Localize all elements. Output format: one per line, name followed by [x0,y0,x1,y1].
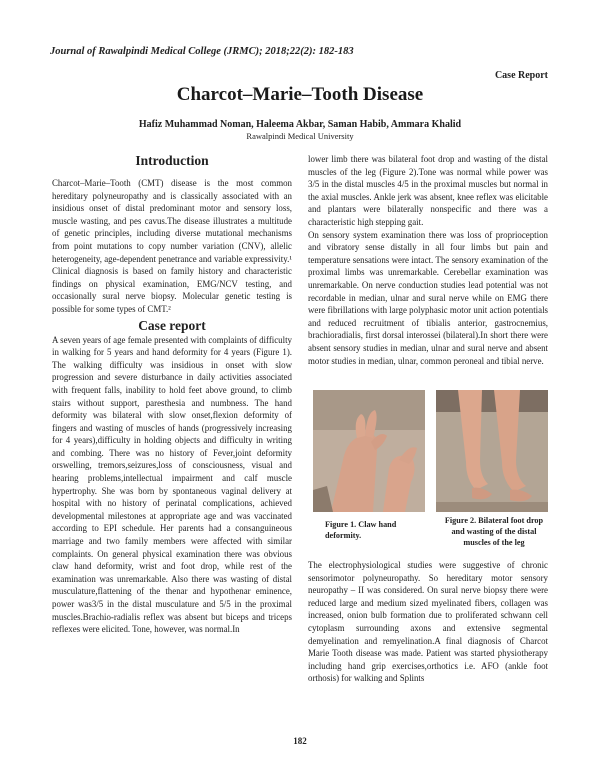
figure-2-caption: Figure 2. Bilateral foot drop and wasting of the distal muscles of the leg [444,516,544,547]
case-paragraph: A seven years of age female presented with complaints of difficulty in walking for 5 years and hand deformity for 4 years (Figure 1). The walking difficulty was insidious in onset with slow progression and severe disturbance in daily activities associated with frequent falls, inability to hold feet above ground, to climb stairs without support, paresthesia and numbness. The hand deformity was bilateral with slow onset,flexion deformity of fingers and wasting of muscles of hands (progressively increasing for 4 years),difficulty in holding objects and difficulty in writing and combing. There was no history of Fever,joint deformity orswelling, tremors,seizures,loss of consciousness, visual and hearing problems,intellectual impairment and calf muscle hypertrophy. She was born by spontaneous vaginal delivery at hospital with no history of perinatal complications, achieved developmental milestones at appropriate age and was vaccinated according to EPI schedule. Her parents had a consanguineous marriage and two family members were affected with similar complaints. On general physical examination there was obvious claw hand deformity, wrist and foot drop, while rest of the examination was unremarkable. Also there was wasting of distal musculature,flattening of the thenar and hypothenar eminence, power was3/5 in the distal musculature and 5/5 in the proximal muscles.Brachio-radialis reflex was absent but biceps and triceps reflexes were elicited. Tone, however, was normal.In [52,334,292,635]
intro-paragraph: Charcot–Marie–Tooth (CMT) disease is the most common hereditary polyneuropathy and is classically associated with an insidious onset of distal predominant motor and sensory loss, muscle wasting, and pes cavus.The disease illustrates a multitude of genetic principles, including diverse mutational mechanisms from point mutations to copy number variation (CNV), allelic heterogeneity, age-dependent penetrance and variable expressivity.¹ Clinical diagnosis is based on family history and characteristic findings on physical examination, EMG/NCV testing, and occasionally sural nerve biopsy. Molecular genetic testing is possible for some types of CMT.² [52,178,292,314]
page-number: 182 [293,736,307,746]
article-title: Charcot–Marie–Tooth Disease [176,84,424,105]
author-list: Hafiz Muhammad Noman, Haleema Akbar, Saman Habib, Ammara Khalid [138,119,462,130]
diagnosis-paragraph: The electrophysiological studies were suggestive of chronic sensorimotor polyneuropathy. So hereditary motor sensory neuropathy – II was considered. On sural nerve biopsy there were reduced large and medium sized myelinated fibers, collagen was increased, onion bulb formation due to proliferated schwann cell cytoplasm surrounding axons and extensive segmental demyelination and remyelination.A final diagnosis of Charcot Marie Tooth disease was made. Patient was started physiotherapy including hand grip exercises,orthotics i.e. AFO (ankle foot orthosis) for walking and Splints [308,560,548,684]
figure-1-caption: Figure 1. Claw hand deformity. [325,520,397,540]
claw-hand-photo [313,390,425,512]
left-column [52,153,292,636]
right-column-bottom [308,559,548,685]
journal-citation: Journal of Rawalpindi Medical College (JRMC); 2018;22(2): 182-183 [50,46,354,57]
right-column-top [308,153,548,367]
case-heading: Case report [138,317,206,333]
sensory-paragraph: On sensory system examination there was loss of proprioception and vibratory sense distally in all four limbs but pain and temperature sensations were intact. The sensory examination of the proximal limbs was unremarkable. Cerebellar examination was unremarkable. On nerve conduction studies lead potential was not recordable in median, ulnar and sural nerve while on EMG there were fibrillations with large polyphasic motor unit action potentials and reduced recruitment of tibialis anterior, gastrocnemius, brachioradialis, first dorsal interossei (bilateral).In short there were absent sensory studies in median, ulnar and sural nerve and absent motor studies in median, ulnar, common peroneal and tibial nerve. [308,229,548,366]
foot-drop-photo [436,390,548,512]
figure-1-image [313,390,425,512]
intro-heading: Introduction [135,153,209,168]
exam-paragraph: lower limb there was bilateral foot drop and wasting of the distal muscles of the leg (Figure 2).Tone was normal while power was 3/5 in the distal muscles 4/5 in the proximal muscles but normal in the axial muscles. Ankle jerk was absent, knee reflex was elicitable and plantars were bilaterally nonspecific and there was a characteristic high stepping gait. [308,154,548,227]
report-type: Case Report [494,70,548,81]
affiliation: Rawalpindi Medical University [246,131,354,141]
figure-2-image [436,390,548,512]
